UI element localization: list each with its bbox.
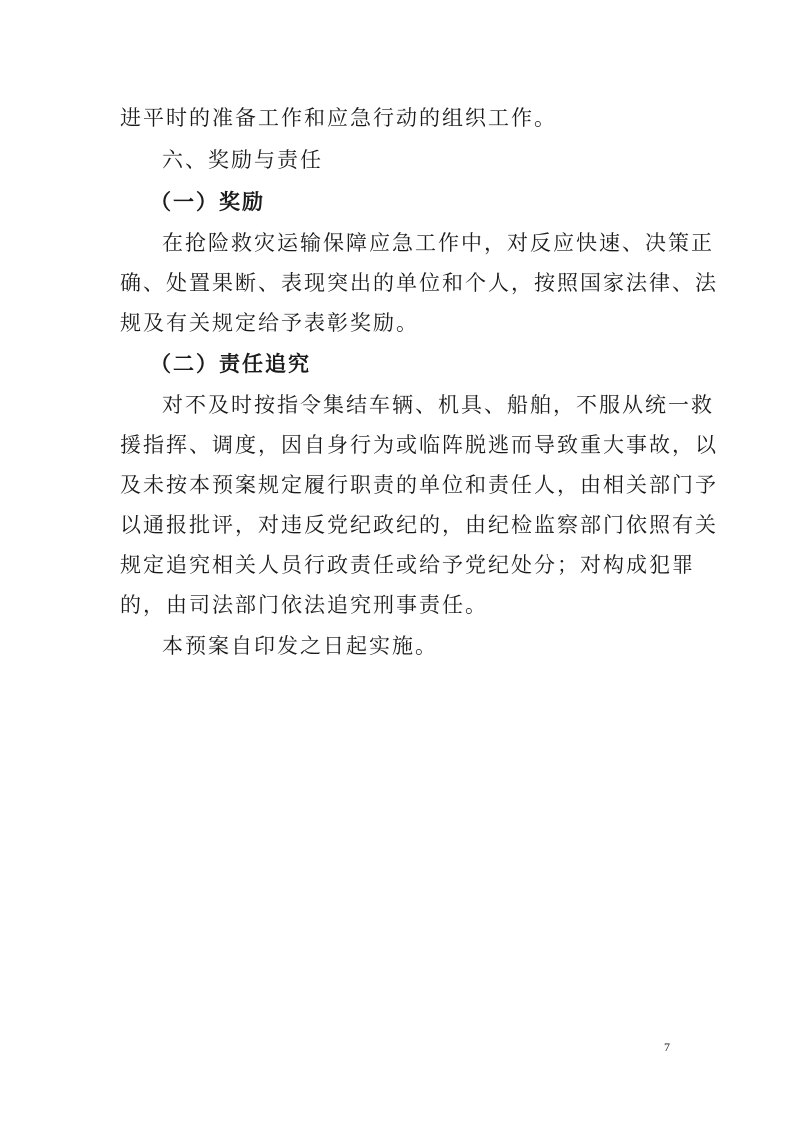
paragraph-continuation-line: 进平时的准备工作和应急行动的组织工作。 — [120, 106, 557, 130]
subsection-heading-accountability: （二）责任追究 — [150, 352, 311, 376]
implementation-statement: 本预案自印发之日起实施。 — [162, 634, 438, 658]
reward-paragraph-line-1: 在抢险救灾运输保障应急工作中，对反应快速、决策正 — [162, 231, 714, 255]
reward-paragraph-line-3: 规及有关规定给予表彰奖励。 — [120, 311, 419, 335]
accountability-paragraph-line-6: 的，由司法部门依法追究刑事责任。 — [120, 593, 488, 617]
page-number: 7 — [664, 1040, 670, 1054]
subsection-heading-reward: （一）奖励 — [150, 190, 265, 214]
accountability-paragraph-line-3: 及未按本预案规定履行职责的单位和责任人，由相关部门予 — [120, 473, 718, 497]
reward-paragraph-line-2: 确、处置果断、表现突出的单位和个人，按照国家法律、法 — [120, 271, 718, 295]
accountability-paragraph-line-5: 规定追究相关人员行政责任或给予党纪处分；对构成犯罪 — [120, 553, 695, 577]
section-heading: 六、奖励与责任 — [162, 148, 323, 172]
accountability-paragraph-line-2: 援指挥、调度，因自身行为或临阵脱逃而导致重大事故，以 — [120, 433, 718, 457]
accountability-paragraph-line-1: 对不及时按指令集结车辆、机具、船舶，不服从统一救 — [162, 393, 714, 417]
accountability-paragraph-line-4: 以通报批评，对违反党纪政纪的，由纪检监察部门依照有关 — [120, 513, 718, 537]
